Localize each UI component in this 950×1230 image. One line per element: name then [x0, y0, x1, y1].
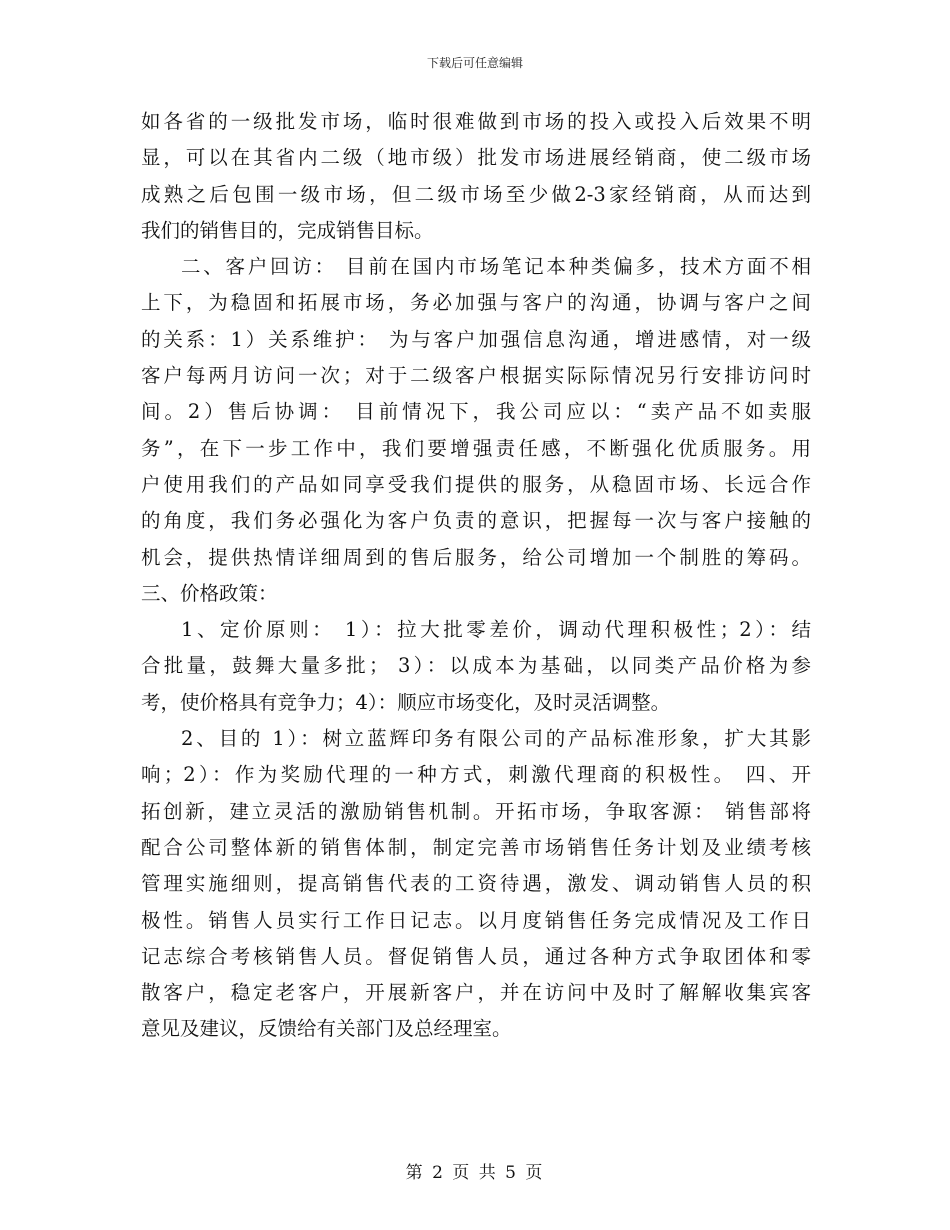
text-line: 管理实施细则，提高销售代表的工资待遇，激发、调动销售人员的积	[141, 872, 811, 896]
text-line: 散客户，稳定老客户，开展新客户，并在访问中及时了解解收集宾客	[141, 981, 811, 1005]
text-line: 合批量，鼓舞大量多批； 3）：以成本为基础，以同类产品价格为参	[141, 654, 811, 678]
text-line: 考，使价格具有竞争力；4）：顺应市场变化，及时灵活调整。	[141, 690, 671, 714]
text-line: 间。2）售后协调： 目前情况下，我公司应以：“卖产品不如卖服	[141, 400, 811, 424]
text-line: 显，可以在其省内二级（地市级）批发市场进展经销商，使二级市场	[141, 146, 811, 170]
text-line: 客户每两月访问一次；对于二级客户根据实际际情况另行安排访问时	[141, 364, 811, 388]
text-line: 意见及建议，反馈给有关部门及总经理室。	[141, 1017, 512, 1041]
text-line: 1、定价原则： 1）：拉大批零差价，调动代理积极性；2）：结	[181, 618, 811, 642]
text-line: 响；2）：作为奖励代理的一种方式，刺激代理商的积极性。 四、开	[141, 763, 811, 787]
text-line: 2、目的 1）：树立蓝辉印务有限公司的产品标准形象，扩大其影	[181, 727, 811, 751]
text-line: 机会，提供热情详细周到的售后服务，给公司增加一个制胜的筹码。	[141, 545, 811, 569]
text-line: 配合公司整体新的销售体制，制定完善市场销售任务计划及业绩考核	[141, 835, 811, 859]
text-line: 的关系：1）关系维护： 为与客户加强信息沟通，增进感情，对一级	[141, 327, 811, 351]
text-line: 如各省的一级批发市场，临时很难做到市场的投入或投入后效果不明	[141, 110, 811, 133]
page-header: 下载后可任意编辑	[426, 56, 523, 70]
text-line: 二、客户回访： 目前在国内市场笔记本种类偏多，技术方面不相	[181, 255, 811, 279]
text-line: 户使用我们的产品如同享受我们提供的服务，从稳固市场、长远合作	[141, 472, 811, 496]
text-line: 我们的销售目的，完成销售目标。	[141, 218, 434, 242]
text-line: 的角度，我们务必强化为客户负责的意识，把握每一次与客户接触的	[141, 509, 811, 533]
text-line: 务”，在下一步工作中，我们要增强责任感，不断强化优质服务。用	[141, 436, 811, 460]
text-line: 三、价格政策：	[141, 581, 278, 605]
page-footer: 第 2 页 共 5 页	[405, 1163, 545, 1183]
text-line: 记志综合考核销售人员。督促销售人员，通过各种方式争取团体和零	[141, 944, 811, 968]
text-line: 成熟之后包围一级市场，但二级市场至少做2-3家经销商，从而达到	[141, 182, 811, 206]
text-line: 拓创新，建立灵活的激励销售机制。开拓市场，争取客源： 销售部将	[141, 799, 811, 823]
text-line: 极性。销售人员实行工作日记志。以月度销售任务完成情况及工作日	[141, 908, 811, 932]
document-body	[141, 104, 811, 1048]
text-line: 上下，为稳固和拓展市场，务必加强与客户的沟通，协调与客户之间	[141, 291, 811, 315]
